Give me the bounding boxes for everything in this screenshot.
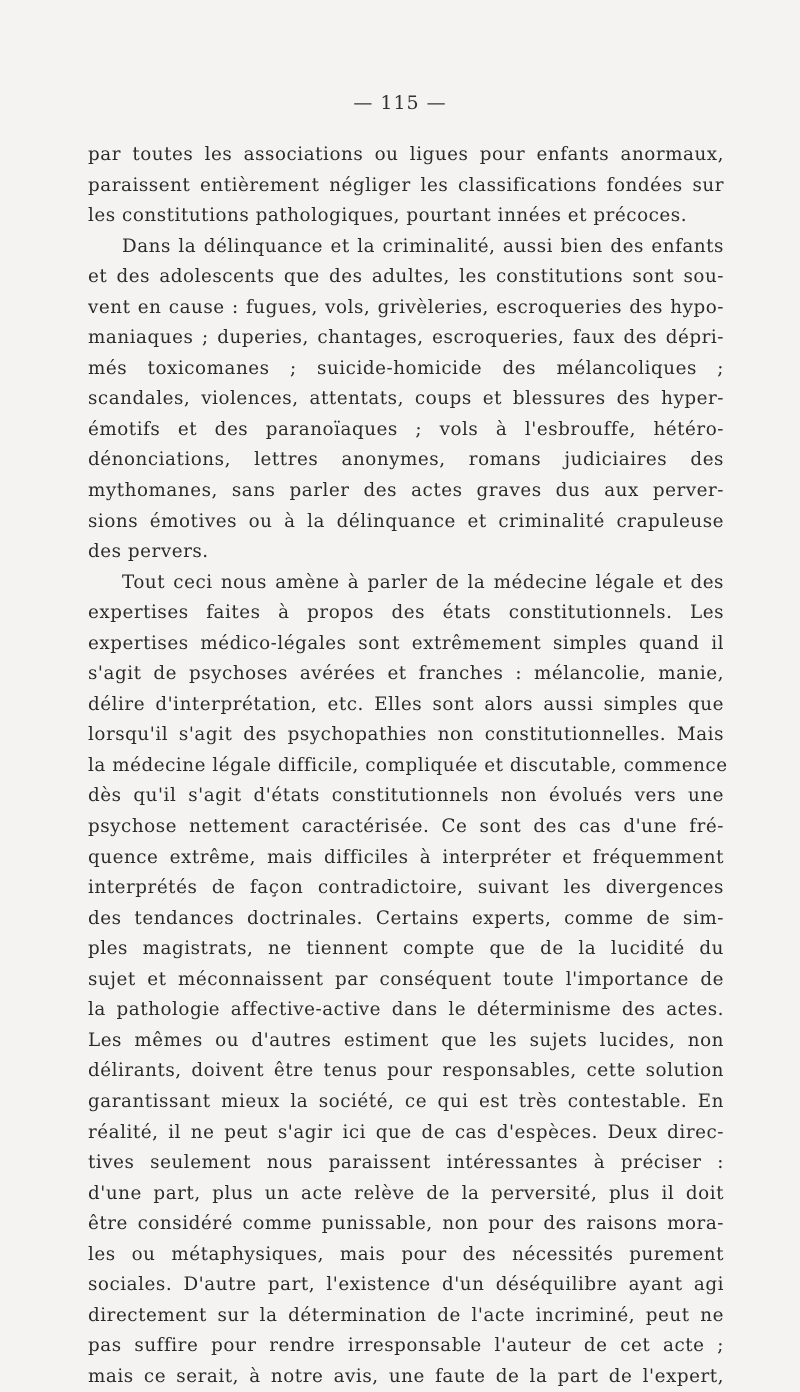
text-line: més toxicomanes ; suicide-homicide des mélancoliques ; xyxy=(88,357,724,379)
text-line: sujet et méconnaissent par conséquent toute l'importance de xyxy=(88,968,724,990)
text-line: interprétés de façon contradictoire, suivant les divergences xyxy=(88,877,724,899)
text-line: paraissent entièrement négliger les classifications fondées sur xyxy=(88,174,724,196)
text-line: ples magistrats, ne tiennent compte que de la lucidité du xyxy=(88,938,724,960)
text-line: les ou métaphysiques, mais pour des nécessités purement xyxy=(88,1243,724,1265)
text-line: directement sur la détermination de l'acte incriminé, peut ne xyxy=(88,1304,724,1326)
text-line: par toutes les associations ou ligues pour enfants anormaux, xyxy=(88,144,724,165)
text-line: dénonciations, lettres anonymes, romans judiciaires des xyxy=(88,449,724,471)
text-line: expertises faites à propos des états constitutionnels. Les xyxy=(88,602,724,624)
text-line: délire d'interprétation, etc. Elles sont alors aussi simples que xyxy=(88,693,724,715)
text-line: des tendances doctrinales. Certains experts, comme de sim- xyxy=(88,907,724,929)
text-line: Dans la délinquance et la criminalité, aussi bien des enfants xyxy=(122,235,724,257)
text-line: garantissant mieux la société, ce qui est très contestable. En xyxy=(88,1090,724,1112)
text-line: expertises médico-légales sont extrêmement simples quand il xyxy=(88,632,724,654)
text-line: d'une part, plus un acte relève de la perversité, plus il doit xyxy=(88,1182,724,1204)
text-line: lorsqu'il s'agit des psychopathies non constitutionnelles. Mais xyxy=(88,724,724,746)
text-line: vent en cause : fugues, vols, grivèleries, escroqueries des hypo- xyxy=(88,296,724,318)
text-line: Tout ceci nous amène à parler de la médecine légale et des xyxy=(122,571,724,593)
text-line: délirants, doivent être tenus pour responsables, cette solution xyxy=(88,1060,724,1082)
text-line: mythomanes, sans parler des actes graves dus aux perver- xyxy=(88,480,724,502)
text-line: sociales. D'autre part, l'existence d'un déséquilibre ayant agi xyxy=(88,1274,724,1296)
text-line: pas suffire pour rendre irresponsable l'auteur de cet acte ; xyxy=(88,1335,724,1357)
text-line: sions émotives ou à la délinquance et criminalité crapuleuse xyxy=(88,510,724,532)
text-line: la pathologie affective-active dans le déterminisme des actes. xyxy=(88,999,724,1021)
text-line: tives seulement nous paraissent intéressantes à préciser : xyxy=(88,1152,724,1174)
text-line: être considéré comme punissable, non pour des raisons mora- xyxy=(88,1213,724,1235)
text-line: des pervers. xyxy=(88,541,209,563)
text-line: mais ce serait, à notre avis, une faute de la part de l'expert, xyxy=(88,1365,724,1387)
text-line: quence extrême, mais difficiles à interpréter et fréquemment xyxy=(88,846,724,868)
text-line: Les mêmes ou d'autres estiment que les sujets lucides, non xyxy=(88,1029,724,1051)
text-line: scandales, violences, attentats, coups et blessures des hyper- xyxy=(88,388,724,410)
body-text xyxy=(88,140,728,1392)
text-line: dès qu'il s'agit d'états constitutionnels non évolués vers une xyxy=(88,785,724,807)
text-line: émotifs et des paranoïaques ; vols à l'esbrouffe, hétéro- xyxy=(88,418,724,440)
text-line: la médecine légale difficile, compliquée et discutable, commence xyxy=(88,754,728,776)
text-line: maniaques ; duperies, chantages, escroqueries, faux des dépri- xyxy=(88,327,724,349)
text-line: psychose nettement caractérisée. Ce sont des cas d'une fré- xyxy=(88,816,724,838)
page-number: — 115 — xyxy=(353,92,447,114)
text-line: s'agit de psychoses avérées et franches : mélancolie, manie, xyxy=(88,663,724,685)
text-line: et des adolescents que des adultes, les constitutions sont sou- xyxy=(88,266,724,288)
text-line: les constitutions pathologiques, pourtant innées et précoces. xyxy=(88,205,688,227)
text-line: réalité, il ne peut s'agir ici que de cas d'espèces. Deux direc- xyxy=(88,1121,724,1143)
